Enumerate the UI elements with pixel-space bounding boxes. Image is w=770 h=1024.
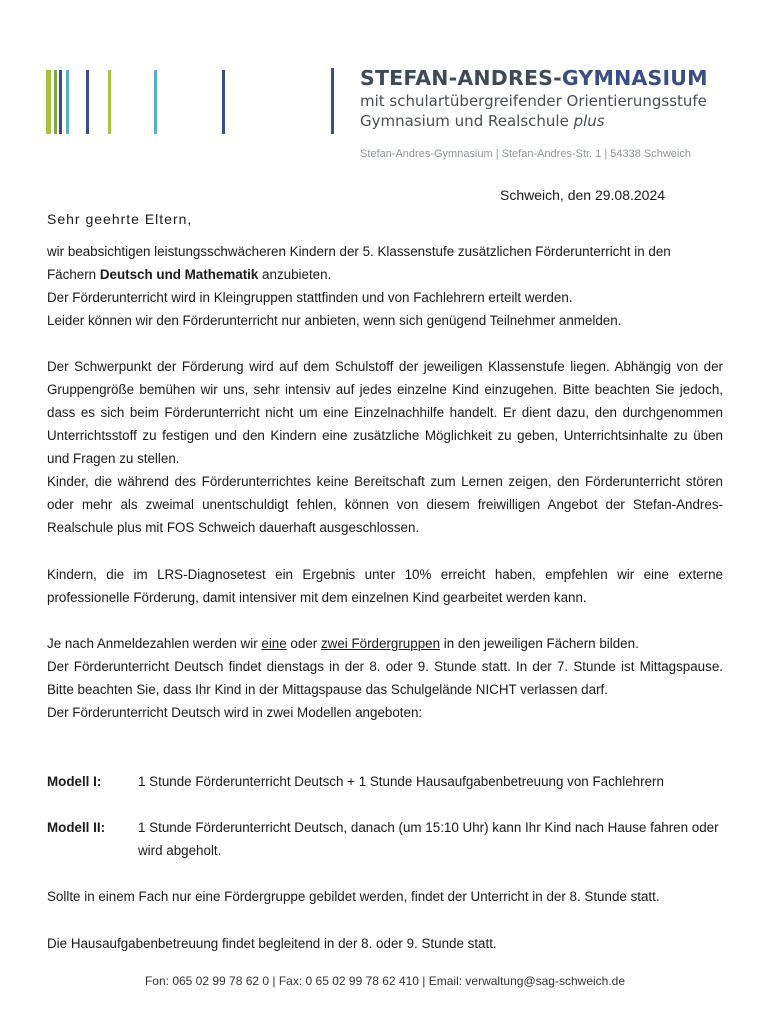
school-subtitle: mit schulartübergreifender Orientierungsstufe [360,92,707,110]
salutation: Sehr geehrte Eltern, [47,211,193,227]
paragraph-intro: wir beabsichtigen leistungsschwächeren Kindern der 5. Klassenstufe zusätzlichen Förderunterricht in den Fächern Deutsch und Mathematik anzubieten. Der Förderunterricht wird in Kleingruppen stattfinden und von Fachlehrern erteilt werden. Leider können wir den Förderunterricht nur anbieten, wenn sich genügend Teilnehmer anmelden. [47,244,671,328]
letter-date: Schweich, den 29.08.2024 [500,187,666,203]
paragraph-focus: Der Schwerpunkt der Förderung wird auf dem Schulstoff der jeweiligen Klassenstufe liegen. Abhängig von der Gruppengröße bemühen wir uns, sehr intensiv auf jedes einzelne Kind einzugehen. Bitte beachten Sie jedoch, dass es sich beim Förderunterricht nicht um eine Einzelnachhilfe handelt. Er dient dazu, den durchgenommen Unterrichtsstoff zu festigen und den Kindern eine zusätzliche Möglichkeit zu geben, Unterrichtsinhalte zu üben und Fragen zu stellen. Kinder, die während des Förderunterrichtes keine Bereitschaft zum Lernen zeigen, den Förderunterricht stören oder mehr als zweimal unentschuldigt fehlen, können von diesem freiwilligen Angebot der Stefan-Andres-Realschule plus mit FOS Schweich dauerhaft ausgeschlossen. [47,359,723,535]
letterhead-divider [331,68,334,134]
school-logo-bars [46,70,246,134]
model-label: Modell II: [47,820,106,835]
model-label: Modell I: [47,774,102,789]
model-text: 1 Stunde Förderunterricht Deutsch, danach (um 15:10 Uhr) kann Ihr Kind nach Hause fahren oder wird abgeholt. [138,820,719,858]
paragraph-single-group: Sollte in einem Fach nur eine Fördergruppe gebildet werden, findet der Unterricht in der 8. Stunde statt. [47,889,660,904]
school-letterhead [360,66,760,130]
paragraph-lrs: Kindern, die im LRS-Diagnosetest ein Ergebnis unter 10% erreicht haben, empfehlen wir eine externe professionelle Förderung, damit intensiver mit dem einzelnen Kind gearbeitet werden kann. [47,567,723,605]
school-type: Gymnasium und Realschule plus [360,112,605,130]
school-name: STEFAN-ANDRES-GYMNASIUM [360,66,708,90]
footer-contact: Fon: 065 02 99 78 62 0 | Fax: 0 65 02 99 78 62 410 | Email: verwaltung@sag-schweich.de [144,974,626,988]
school-address: Stefan-Andres-Gymnasium | Stefan-Andres-Str. 1 | 54338 Schweich [360,148,691,160]
paragraph-groups: Je nach Anmeldezahlen werden wir eine oder zwei Fördergruppen in den jeweiligen Fächern bilden. Der Förderunterricht Deutsch findet dienstags in der 8. oder 9. Stunde statt. In der 7. Stunde ist Mittagspause. Bitte beachten Sie, dass Ihr Kind in der Mittagspause das Schulgelände NICHT verlassen darf. Der Förderunterricht Deutsch wird in zwei Modellen angeboten: [47,636,723,720]
model-text: 1 Stunde Förderunterricht Deutsch + 1 Stunde Hausaufgabenbetreuung von Fachlehrern [138,774,664,789]
paragraph-homework: Die Hausaufgabenbetreuung findet begleitend in der 8. oder 9. Stunde statt. [47,936,497,951]
